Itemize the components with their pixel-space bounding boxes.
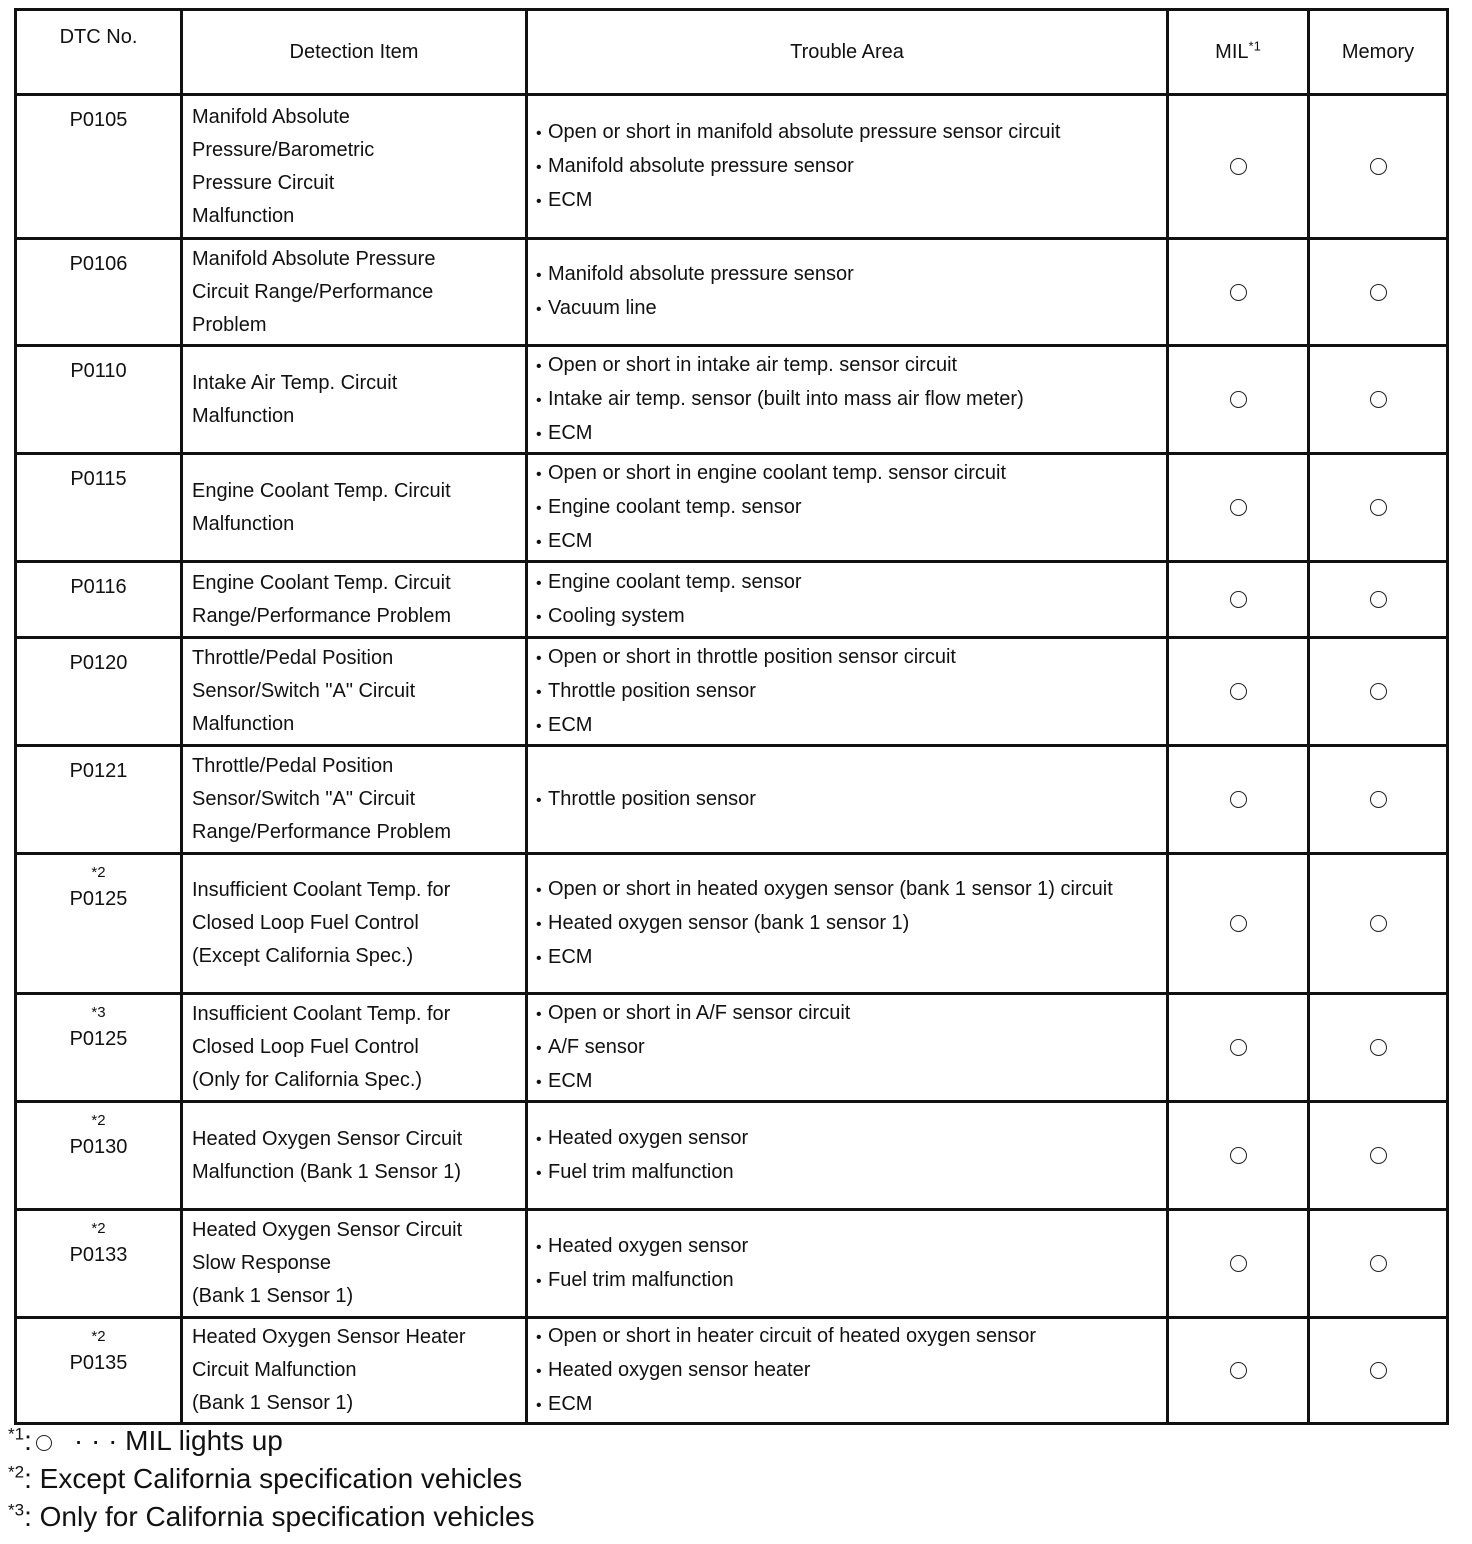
detection-item-line: Engine Coolant Temp. Circuit <box>192 479 451 502</box>
trouble-area-item: • Throttle position sensor <box>536 675 1166 709</box>
dtc-cell <box>16 854 182 994</box>
mil-cell <box>1168 638 1309 746</box>
detection-item-line: Heated Oxygen Sensor Circuit <box>192 1127 463 1150</box>
dtc-cell <box>16 454 182 562</box>
dtc-code: P0125 <box>69 888 128 910</box>
detection-item-line: (Except California Spec.) <box>192 945 414 967</box>
table-row <box>16 1210 1448 1318</box>
trouble-area-item: • ECM <box>536 184 1166 218</box>
memory-circle-icon <box>1370 1255 1387 1272</box>
mil-circle-icon <box>1230 1255 1247 1272</box>
header-dtc-no: DTC No. <box>16 10 182 95</box>
trouble-area-cell <box>527 239 1168 346</box>
header-row <box>16 10 1448 95</box>
trouble-area-item: • ECM <box>536 525 1166 559</box>
footnote-mark: *3 <box>8 1500 25 1520</box>
memory-circle-icon <box>1370 391 1387 408</box>
header-mil-label: MIL <box>1215 40 1249 63</box>
dtc-cell <box>16 746 182 854</box>
footnote-line <box>8 1460 535 1498</box>
trouble-area-item: • Heated oxygen sensor <box>536 1122 1166 1156</box>
detection-item-line: Malfunction <box>192 404 295 427</box>
trouble-area-item: • Heated oxygen sensor (bank 1 sensor 1) <box>536 907 1166 941</box>
mil-cell <box>1168 1318 1309 1424</box>
dtc-code: P0135 <box>69 1352 128 1374</box>
memory-circle-icon <box>1370 499 1387 516</box>
detection-item-line: Manifold Absolute <box>192 105 350 128</box>
table-header <box>16 10 1448 95</box>
footnote-line <box>8 1498 535 1536</box>
dtc-cell <box>16 994 182 1102</box>
trouble-area-item: • Open or short in engine coolant temp. sensor circuit <box>536 457 1166 491</box>
detection-item-line: Insufficient Coolant Temp. for <box>192 879 451 901</box>
footnote-text: : Only for California specification vehicles <box>24 1501 535 1532</box>
trouble-area-item: • Engine coolant temp. sensor <box>536 491 1166 525</box>
memory-circle-icon <box>1370 158 1387 175</box>
dtc-cell <box>16 638 182 746</box>
table-row <box>16 994 1448 1102</box>
memory-circle-icon <box>1370 1147 1387 1164</box>
dtc-code: P0116 <box>70 576 127 598</box>
detection-item-cell <box>182 994 527 1102</box>
trouble-area-item: • A/F sensor <box>536 1031 1166 1065</box>
dtc-footnote-mark: *3 <box>91 1004 106 1021</box>
table-row <box>16 239 1448 346</box>
memory-circle-icon <box>1370 915 1387 932</box>
dtc-code: P0105 <box>69 109 128 131</box>
memory-circle-icon <box>1370 284 1387 301</box>
mil-circle-icon <box>1230 915 1247 932</box>
footnote-line: $^{*1}$: · · · MIL lights up <box>8 1424 283 1456</box>
mil-cell <box>1168 994 1309 1102</box>
dtc-table <box>14 8 1449 1425</box>
trouble-area-item: • ECM <box>536 1388 1166 1422</box>
memory-circle-icon <box>1370 791 1387 808</box>
mil-circle-icon <box>1230 1147 1247 1164</box>
detection-item-line: Malfunction <box>192 204 295 227</box>
dtc-code: P0120 <box>69 652 128 674</box>
table-row <box>16 346 1448 454</box>
table-row <box>16 638 1448 746</box>
memory-cell <box>1309 1102 1448 1210</box>
detection-item-line: Sensor/Switch "A" Circuit <box>192 788 416 810</box>
detection-item-line: Slow Response <box>192 1252 331 1274</box>
table-row <box>16 562 1448 638</box>
detection-item-cell <box>182 95 527 239</box>
detection-item-cell <box>182 854 527 994</box>
trouble-area-item: • Open or short in A/F sensor circuit <box>536 997 1166 1031</box>
mil-cell <box>1168 1102 1309 1210</box>
trouble-area-cell <box>527 1210 1168 1318</box>
trouble-area-item: • Manifold absolute pressure sensor <box>536 150 1166 184</box>
trouble-area-item: • Throttle position sensor <box>536 783 1166 817</box>
trouble-area-item: • Fuel trim malfunction <box>536 1156 1166 1190</box>
mil-circle-icon <box>1230 1362 1247 1379</box>
memory-cell <box>1309 1318 1448 1424</box>
detection-item-cell <box>182 1102 527 1210</box>
trouble-area-cell <box>527 638 1168 746</box>
mil-cell <box>1168 562 1309 638</box>
mil-circle-icon <box>1230 284 1247 301</box>
detection-item-line: Pressure Circuit <box>192 171 335 194</box>
memory-cell <box>1309 638 1448 746</box>
detection-item-line: Heated Oxygen Sensor Heater <box>192 1326 466 1348</box>
trouble-area-item: • Vacuum line <box>536 292 1166 326</box>
trouble-area-item: • Cooling system <box>536 600 1166 634</box>
detection-item-line: Sensor/Switch "A" Circuit <box>192 680 416 702</box>
memory-circle-icon <box>1370 1362 1387 1379</box>
footnote-text: : Except California specification vehicles <box>24 1463 523 1494</box>
trouble-area-item: • ECM <box>536 709 1166 743</box>
trouble-area-item: • Heated oxygen sensor <box>536 1230 1166 1264</box>
detection-item-cell <box>182 454 527 562</box>
detection-item-line: Closed Loop Fuel Control <box>192 912 419 934</box>
footnote-mark: *2 <box>8 1462 25 1482</box>
trouble-area-cell <box>527 1102 1168 1210</box>
trouble-area-item: • Open or short in heated oxygen sensor (bank 1 sensor 1) circuit <box>536 873 1166 907</box>
mil-circle-icon <box>1230 591 1247 608</box>
dtc-cell <box>16 1102 182 1210</box>
detection-item-line: Intake Air Temp. Circuit <box>192 371 398 394</box>
memory-cell <box>1309 562 1448 638</box>
header-memory: Memory <box>1309 10 1448 95</box>
dtc-code: P0130 <box>69 1136 128 1158</box>
detection-item-line: Heated Oxygen Sensor Circuit <box>192 1219 463 1241</box>
detection-item-line: Circuit Malfunction <box>192 1359 357 1381</box>
trouble-area-item: • ECM <box>536 941 1166 975</box>
trouble-area-item: • Open or short in heater circuit of heated oxygen sensor <box>536 1320 1166 1354</box>
trouble-area-cell <box>527 1318 1168 1424</box>
header-mil-note: *1 <box>1248 37 1261 53</box>
mil-cell <box>1168 746 1309 854</box>
detection-item-line: (Bank 1 Sensor 1) <box>192 1392 354 1414</box>
detection-item-line: Malfunction (Bank 1 Sensor 1) <box>192 1160 462 1183</box>
detection-item-cell <box>182 346 527 454</box>
detection-item-line: Circuit Range/Performance <box>192 280 434 303</box>
memory-circle-icon <box>1370 683 1387 700</box>
trouble-area-item: • Fuel trim malfunction <box>536 1264 1166 1298</box>
dtc-footnote-mark: *2 <box>91 1328 106 1345</box>
detection-item-line: (Only for California Spec.) <box>192 1069 423 1091</box>
detection-item-line: Range/Performance Problem <box>192 604 452 627</box>
trouble-area-item: • Manifold absolute pressure sensor <box>536 258 1166 292</box>
detection-item-cell <box>182 562 527 638</box>
detection-item-cell <box>182 239 527 346</box>
dtc-cell <box>16 1210 182 1318</box>
memory-circle-icon <box>1370 1039 1387 1056</box>
table-row <box>16 1318 1448 1424</box>
mil-cell <box>1168 239 1309 346</box>
detection-item-line: Malfunction <box>192 512 295 535</box>
mil-cell <box>1168 854 1309 994</box>
dtc-cell <box>16 562 182 638</box>
table-row <box>16 746 1448 854</box>
detection-item-line: Problem <box>192 313 267 336</box>
trouble-area-item: • Open or short in throttle position sensor circuit <box>536 641 1166 675</box>
dtc-code: P0121 <box>69 760 128 782</box>
detection-item-line: Malfunction <box>192 713 295 735</box>
table-row <box>16 1102 1448 1210</box>
mil-cell <box>1168 95 1309 239</box>
trouble-area-item: • ECM <box>536 1065 1166 1099</box>
table-row <box>16 854 1448 994</box>
mil-cell <box>1168 1210 1309 1318</box>
mil-cell <box>1168 454 1309 562</box>
detection-item-line: Range/Performance Problem <box>192 821 452 843</box>
memory-cell <box>1309 994 1448 1102</box>
footnote-mark: *1 <box>8 1424 25 1444</box>
mil-circle-icon <box>1230 158 1247 175</box>
memory-cell <box>1309 746 1448 854</box>
mil-circle-icon <box>1230 391 1247 408</box>
header-detection-item: Detection Item <box>182 10 527 95</box>
dtc-footnote-mark: *2 <box>91 1220 106 1237</box>
dtc-code: P0115 <box>70 468 127 490</box>
trouble-area-cell <box>527 854 1168 994</box>
dtc-footnote-mark: *2 <box>91 864 106 881</box>
trouble-area-cell <box>527 346 1168 454</box>
trouble-area-cell <box>527 562 1168 638</box>
detection-item-line: Throttle/Pedal Position <box>192 647 394 669</box>
footnotes <box>8 1422 535 1536</box>
memory-cell <box>1309 454 1448 562</box>
mil-cell <box>1168 346 1309 454</box>
dtc-cell <box>16 1318 182 1424</box>
memory-cell <box>1309 346 1448 454</box>
detection-item-cell <box>182 1318 527 1424</box>
detection-item-cell <box>182 746 527 854</box>
mil-circle-icon <box>1230 791 1247 808</box>
detection-item-line: (Bank 1 Sensor 1) <box>192 1285 354 1307</box>
dtc-code: P0110 <box>70 360 127 382</box>
detection-item-line: Manifold Absolute Pressure <box>192 247 436 270</box>
mil-circle-icon <box>1230 1039 1247 1056</box>
memory-cell <box>1309 1210 1448 1318</box>
memory-cell <box>1309 239 1448 346</box>
detection-item-line: Insufficient Coolant Temp. for <box>192 1003 451 1025</box>
trouble-area-cell <box>527 95 1168 239</box>
trouble-area-item: • Intake air temp. sensor (built into mass air flow meter) <box>536 383 1166 417</box>
mil-circle-icon <box>1230 683 1247 700</box>
detection-item-line: Throttle/Pedal Position <box>192 755 394 777</box>
footnote-text: · · · MIL lights up <box>73 1425 283 1456</box>
mil-circle-icon <box>1230 499 1247 516</box>
trouble-area-item: • Heated oxygen sensor heater <box>536 1354 1166 1388</box>
memory-circle-icon <box>1370 591 1387 608</box>
trouble-area-cell <box>527 746 1168 854</box>
dtc-code: P0106 <box>69 253 128 275</box>
dtc-cell <box>16 239 182 346</box>
mil-circle-icon <box>36 1435 52 1451</box>
trouble-area-cell <box>527 454 1168 562</box>
trouble-area-item: • ECM <box>536 417 1166 451</box>
table-row <box>16 454 1448 562</box>
dtc-code: P0125 <box>69 1028 128 1050</box>
detection-item-line: Engine Coolant Temp. Circuit <box>192 571 451 594</box>
table-row <box>16 95 1448 239</box>
trouble-area-cell <box>527 994 1168 1102</box>
trouble-area-item: • Open or short in intake air temp. sensor circuit <box>536 349 1166 383</box>
detection-item-line: Closed Loop Fuel Control <box>192 1036 419 1058</box>
memory-cell <box>1309 95 1448 239</box>
dtc-cell <box>16 95 182 239</box>
detection-item-cell <box>182 1210 527 1318</box>
detection-item-cell <box>182 638 527 746</box>
trouble-area-item: • Engine coolant temp. sensor <box>536 566 1166 600</box>
dtc-footnote-mark: *2 <box>91 1112 106 1129</box>
header-trouble-area: Trouble Area <box>527 10 1168 95</box>
table-body <box>16 95 1448 1424</box>
trouble-area-item: • Open or short in manifold absolute pressure sensor circuit <box>536 116 1166 150</box>
memory-cell <box>1309 854 1448 994</box>
detection-item-line: Pressure/Barometric <box>192 138 375 161</box>
dtc-cell <box>16 346 182 454</box>
header-mil <box>1168 10 1309 95</box>
dtc-code: P0133 <box>69 1244 128 1266</box>
